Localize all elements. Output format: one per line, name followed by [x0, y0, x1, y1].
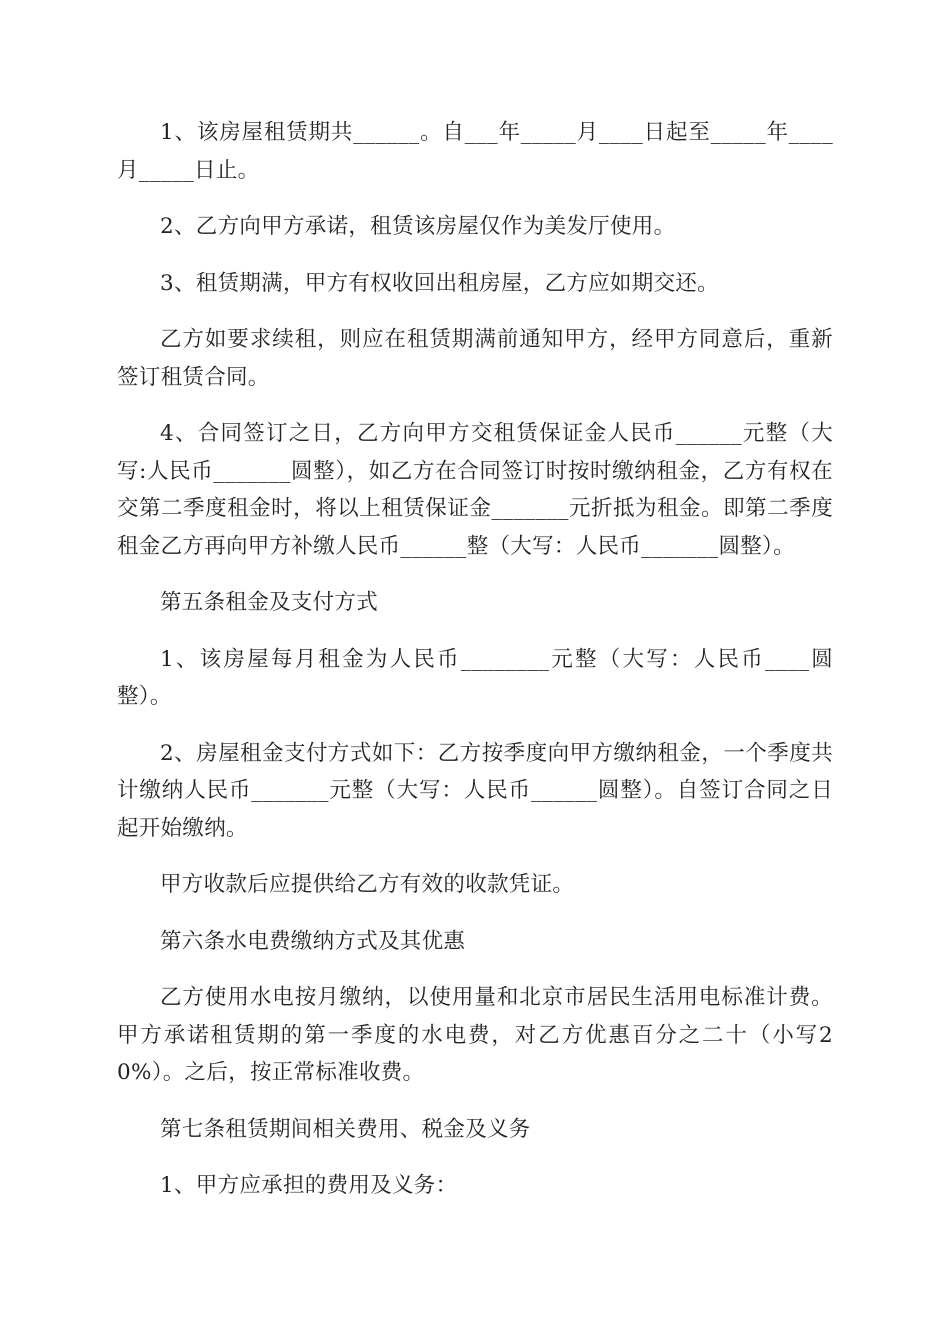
receipt-clause: 甲方收款后应提供给乙方有效的收款凭证。 [160, 872, 575, 897]
lease-term-clause: 1、该房屋租赁期共______。自___年_____月____日起至_____年____月_____日止。 [117, 120, 833, 183]
section-heading-rent-payment: 第五条租金及支付方式 [160, 590, 379, 615]
landlord-obligations-clause: 1、甲方应承担的费用及义务： [160, 1173, 458, 1198]
utilities-clause: 乙方使用水电按月缴纳，以使用量和北京市居民生活用电标准计费。甲方承诺租赁期的第一季度的水电费，对乙方优惠百分之二十（小写20%）。之后，按正常标准收费。 [117, 985, 833, 1085]
renewal-clause: 乙方如要求续租，则应在租赁期满前通知甲方，经甲方同意后，重新签订租赁合同。 [117, 327, 833, 390]
section-heading-fees-taxes: 第七条租赁期间相关费用、税金及义务 [160, 1116, 531, 1142]
section-heading-utilities: 第六条水电费缴纳方式及其优惠 [160, 928, 466, 954]
expiry-clause: 3、租赁期满，甲方有权收回出租房屋，乙方应如期交还。 [160, 270, 719, 296]
monthly-rent-clause: 1、该房屋每月租金为人民币________元整（大写：人民币____圆整）。 [117, 646, 833, 709]
document-body [117, 114, 833, 1224]
payment-method-clause: 2、房屋租金支付方式如下：乙方按季度向甲方缴纳租金，一个季度共计缴纳人民币_______元整（大写：人民币______圆整）。自签订合同之日起开始缴纳。 [117, 740, 833, 841]
usage-clause: 2、乙方向甲方承诺，租赁该房屋仅作为美发厅使用。 [160, 214, 676, 239]
deposit-clause: 4、合同签订之日，乙方向甲方交租赁保证金人民币______元整（大写:人民币_______圆整），如乙方在合同签订时按时缴纳租金，乙方有权在交第二季度租金时，将以上租赁保证金_______元折抵为租金。即第二季度租金乙方再向甲方补缴人民币______整（大写：人民币_______圆整）。 [117, 421, 833, 559]
